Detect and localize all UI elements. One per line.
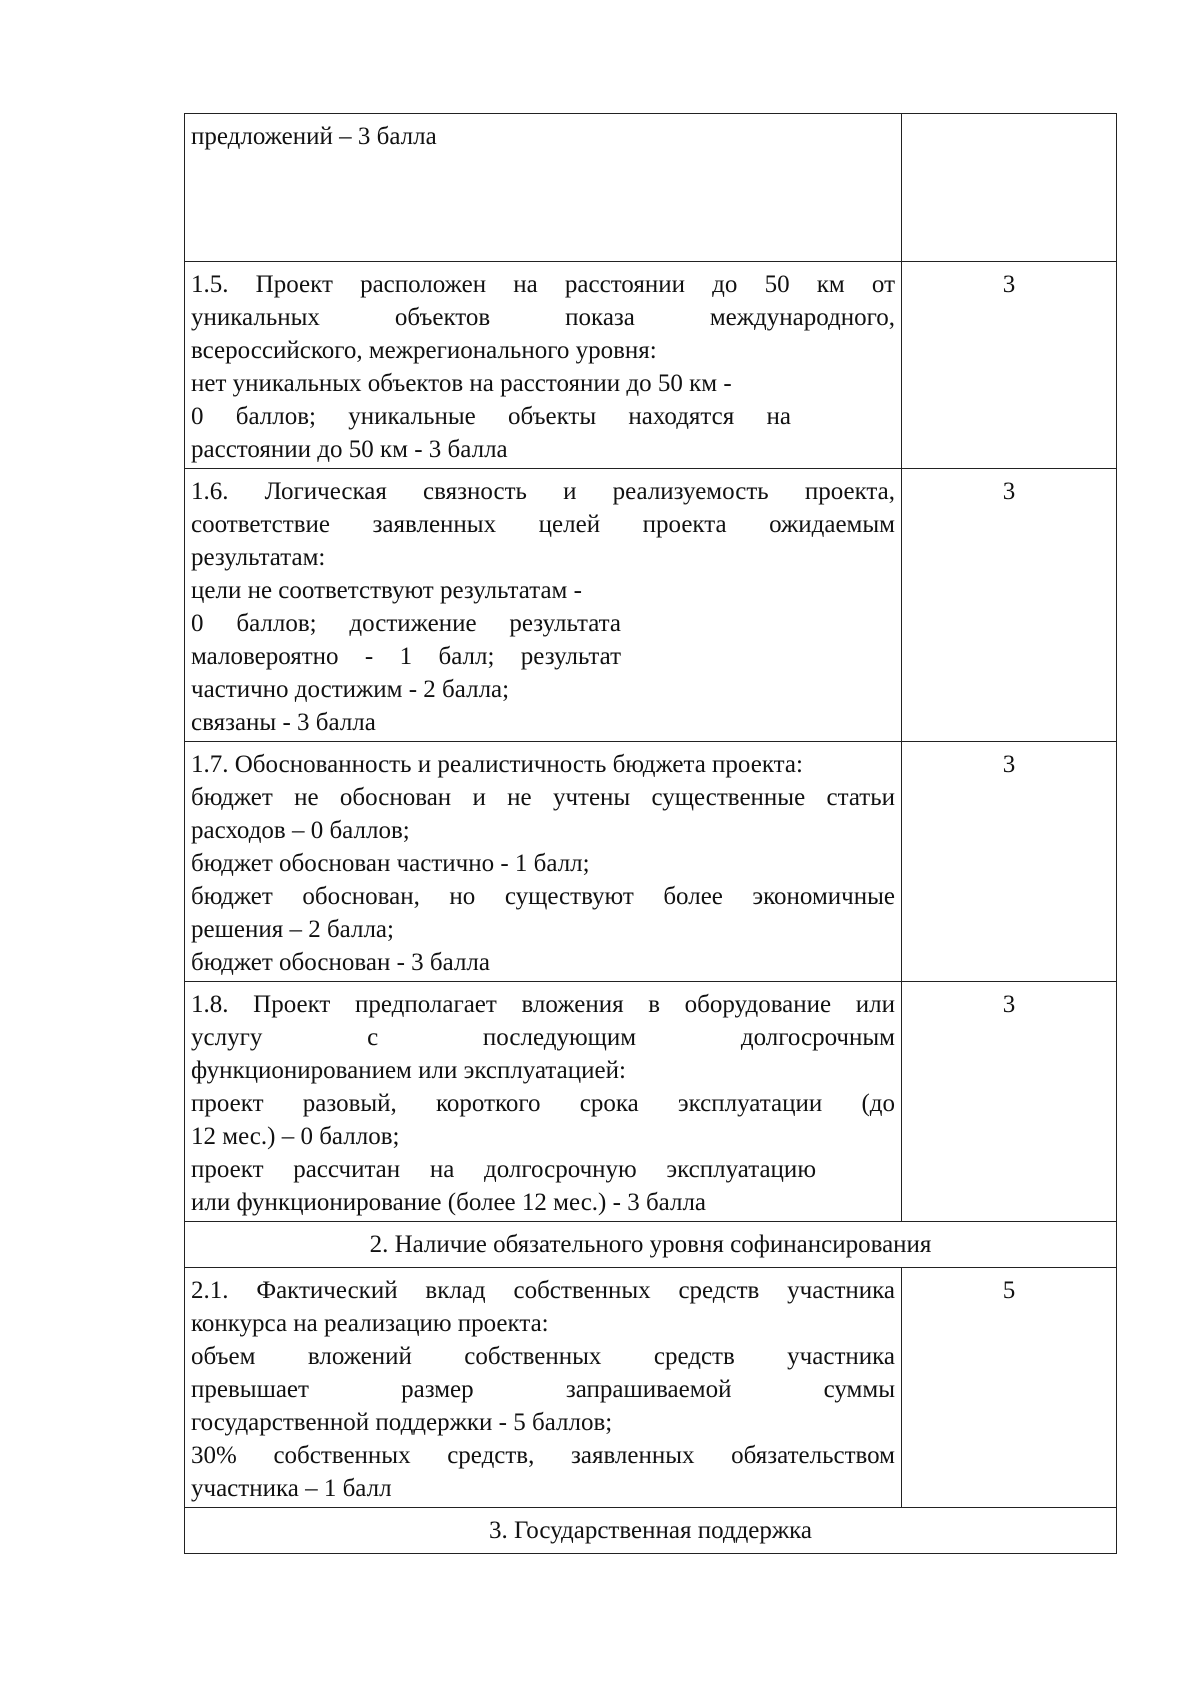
criterion-text-line: связаны - 3 балла [191,709,376,736]
criterion-text-line: участника – 1 балл [191,1475,392,1502]
criterion-description [185,262,902,469]
criterion-text-line: объем вложений собственных средств участника [191,1343,895,1370]
criterion-max-score: 3 [902,982,1117,1222]
criterion-text-line: государственной поддержки - 5 баллов; [191,1409,613,1436]
criterion-row [185,114,1117,262]
criterion-text-line: всероссийского, межрегионального уровня: [191,337,657,364]
criteria-table [184,113,1117,1554]
criterion-text-line: 0 баллов; уникальные объекты находятся на [191,403,791,430]
section-heading: 3. Государственная поддержка [185,1508,1117,1554]
criterion-text-line: 12 мес.) – 0 баллов; [191,1123,400,1150]
criterion-max-score: 3 [902,742,1117,982]
criterion-text-line: бюджет обоснован, но существуют более экономичные [191,883,895,910]
criterion-text-line: бюджет обоснован частично - 1 балл; [191,850,590,877]
criterion-description [185,1268,902,1508]
criterion-text-line: расстоянии до 50 км - 3 балла [191,436,508,463]
criterion-text-line: функционированием или эксплуатацией: [191,1057,626,1084]
criterion-max-score: 5 [902,1268,1117,1508]
criterion-text-line: 1.6. Логическая связность и реализуемость проекта, [191,478,895,505]
section-heading: 2. Наличие обязательного уровня софинансирования [185,1222,1117,1268]
criterion-description [185,742,902,982]
criterion-text-line: конкурса на реализацию проекта: [191,1310,549,1337]
criterion-text-line: проект разовый, короткого срока эксплуатации (до [191,1090,895,1117]
criterion-text-line: 30% собственных средств, заявленных обязательством [191,1442,895,1469]
criterion-text-line: 0 баллов; достижение результата [191,610,621,637]
criterion-max-score: 3 [902,262,1117,469]
criterion-max-score [902,114,1117,262]
section-row [185,1508,1117,1554]
criterion-text-line: предложений – 3 балла [191,123,437,150]
criterion-description [185,982,902,1222]
criterion-text-line: превышает размер запрашиваемой суммы [191,1376,895,1403]
criterion-text-line: расходов – 0 баллов; [191,817,410,844]
criterion-row [185,982,1117,1222]
criterion-text-line: услугу с последующим долгосрочным [191,1024,895,1051]
section-row [185,1222,1117,1268]
criterion-text-line: бюджет не обоснован и не учтены существенные статьи [191,784,895,811]
criterion-text-line: решения – 2 балла; [191,916,394,943]
criteria-table-body [185,114,1117,1554]
criterion-text-line: цели не соответствуют результатам - [191,577,582,604]
criterion-row [185,469,1117,742]
criterion-text-line: проект рассчитан на долгосрочную эксплуатацию [191,1156,816,1183]
criterion-description [185,469,902,742]
criterion-text-line: или функционирование (более 12 мес.) - 3 балла [191,1189,707,1216]
criterion-text-line: результатам: [191,544,326,571]
criterion-text-line: уникальных объектов показа международного, [191,304,895,331]
criterion-row [185,262,1117,469]
criterion-text-line: 1.7. Обоснованность и реалистичность бюджета проекта: [191,751,803,778]
criterion-text-line: 1.8. Проект предполагает вложения в оборудование или [191,991,895,1018]
criterion-text-line: бюджет обоснован - 3 балла [191,949,490,976]
criterion-text-line: соответствие заявленных целей проекта ожидаемым [191,511,895,538]
criterion-text-line: нет уникальных объектов на расстоянии до 50 км - [191,370,732,397]
criterion-text-line: 2.1. Фактический вклад собственных средств участника [191,1277,895,1304]
criterion-text-line: 1.5. Проект расположен на расстоянии до 50 км от [191,271,895,298]
criterion-text-line: частично достижим - 2 балла; [191,676,510,703]
criterion-text-line: маловероятно - 1 балл; результат [191,643,621,670]
criterion-row [185,742,1117,982]
criterion-description [185,114,902,262]
criterion-max-score: 3 [902,469,1117,742]
criterion-row [185,1268,1117,1508]
